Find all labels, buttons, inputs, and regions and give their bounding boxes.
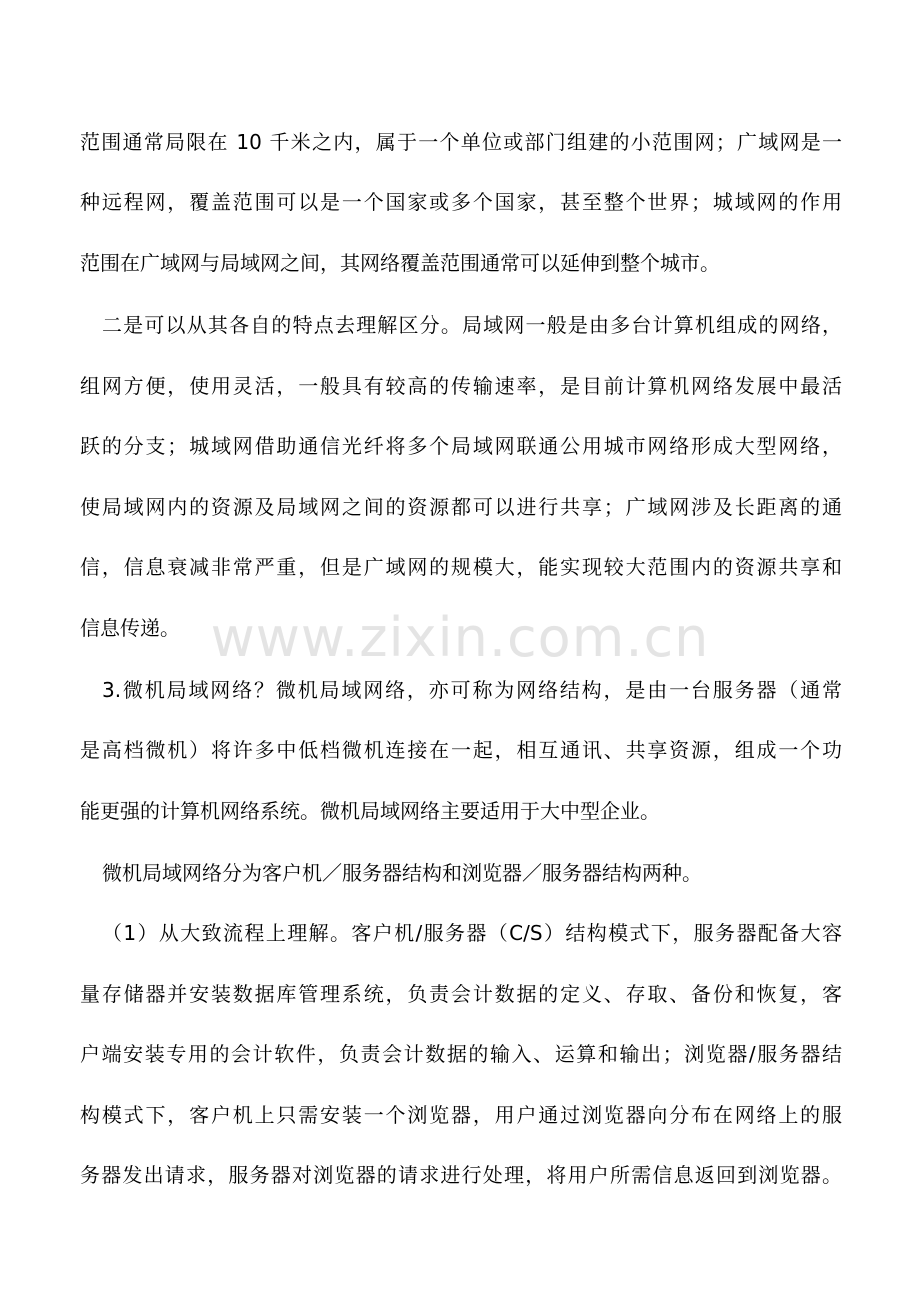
text-line: 跃的分支；城域网借助通信光纤将多个局域网联通公用城市网络形成大型网络， — [80, 434, 842, 458]
text-line: 信息传递。 — [80, 616, 180, 640]
text-line: 范围在广域网与局域网之间，其网络覆盖范围通常可以延伸到整个城市。 — [80, 251, 720, 275]
text-line: 户端安装专用的会计软件，负责会计数据的输入、运算和输出；浏览器/服务器结 — [80, 1042, 842, 1066]
text-line: 组网方便，使用灵活，一般具有较高的传输速率，是目前计算机网络发展中最活 — [80, 374, 842, 398]
text-line: 构模式下，客户机上只需安装一个浏览器，用户通过浏览器向分布在网络上的服 — [80, 1103, 842, 1127]
text-line: （1）从大致流程上理解。客户机/服务器（C/S）结构模式下，服务器配备大容 — [102, 921, 842, 945]
text-line: 量存储器并安装数据库管理系统，负责会计数据的定义、存取、备份和恢复，客 — [80, 982, 842, 1006]
text-line: 种远程网，覆盖范围可以是一个国家或多个国家，甚至整个世界；城域网的作用 — [80, 190, 842, 214]
text-line: 3.微机局域网络？微机局域网络，亦可称为网络结构，是由一台服务器（通常 — [102, 678, 842, 702]
text-line: 信，信息衰减非常严重，但是广域网的规模大，能实现较大范围内的资源共享和 — [80, 555, 842, 579]
text-line: 微机局域网络分为客户机／服务器结构和浏览器／服务器结构两种。 — [102, 861, 702, 885]
text-line: 是高档微机）将许多中低档微机连接在一起，相互通讯、共享资源，组成一个功 — [80, 738, 842, 762]
text-line: 务器发出请求，服务器对浏览器的请求进行处理，将用户所需信息返回到浏览器。 — [80, 1163, 842, 1187]
text-line: 使局域网内的资源及局域网之间的资源都可以进行共享；广域网涉及长距离的通 — [80, 495, 842, 519]
text-line: 能更强的计算机网络系统。微机局域网络主要适用于大中型企业。 — [80, 799, 660, 823]
text-line: 二是可以从其各自的特点去理解区分。局域网一般是由多台计算机组成的网络， — [102, 313, 842, 337]
text-line: 范围通常局限在 10 千米之内，属于一个单位或部门组建的小范围网；广域网是一 — [80, 130, 842, 154]
watermark: www.zixin.com.cn — [210, 606, 710, 669]
